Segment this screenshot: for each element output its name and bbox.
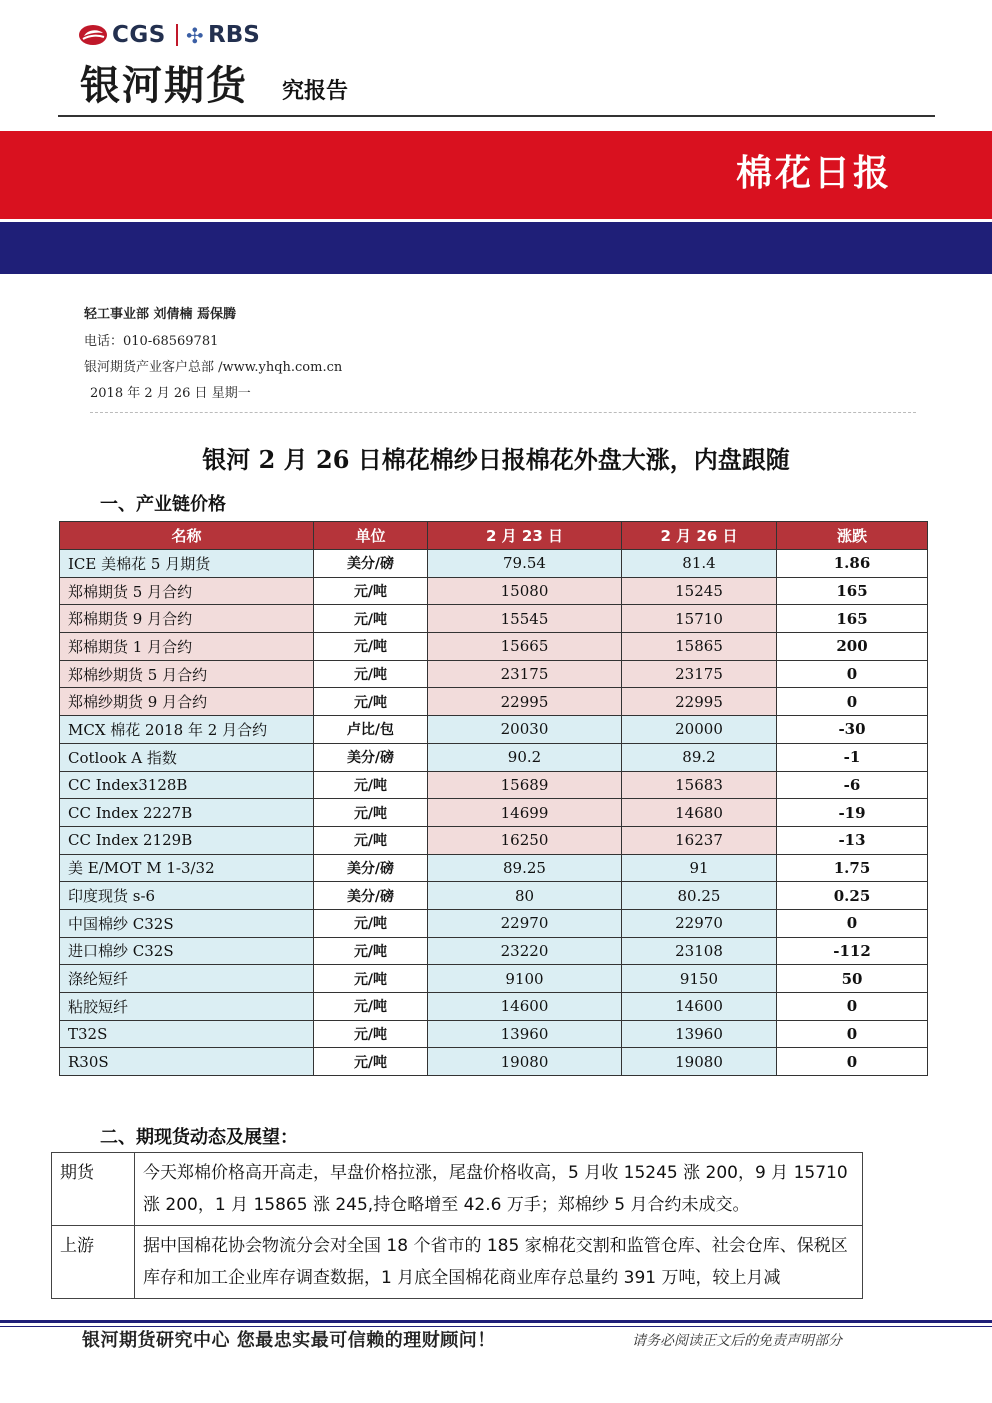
report-type: 究报告 <box>282 79 349 104</box>
cell-change: -19 <box>777 799 928 827</box>
table-row <box>60 799 928 827</box>
cell-name: CC Index 2227B <box>60 799 314 827</box>
table-row <box>60 993 928 1021</box>
cell-curr-value: 22995 <box>622 688 777 716</box>
cell-change: 0 <box>777 909 928 937</box>
outlook-table <box>51 1152 863 1299</box>
header-change: 涨跌 <box>777 522 928 550</box>
dashed-divider <box>90 412 916 413</box>
cell-name: 粘胶短纤 <box>60 993 314 1021</box>
cell-curr-value: 89.2 <box>622 743 777 771</box>
daily-title: 棉花日报 <box>735 153 892 194</box>
cell-prev-value: 16250 <box>428 826 622 854</box>
cell-curr-value: 14680 <box>622 799 777 827</box>
author-team: 轻工事业部 刘倩楠 焉保腾 <box>84 307 237 322</box>
header-divider <box>58 115 935 117</box>
cell-prev-value: 15545 <box>428 605 622 633</box>
outlook-row-upstream <box>52 1226 863 1299</box>
cell-curr-value: 19080 <box>622 1048 777 1076</box>
cell-name: 中国棉纱 C32S <box>60 909 314 937</box>
cell-curr-value: 15245 <box>622 577 777 605</box>
cell-curr-value: 20000 <box>622 716 777 744</box>
cell-curr-value: 15710 <box>622 605 777 633</box>
price-table-body <box>60 550 928 1076</box>
cell-curr-value: 91 <box>622 854 777 882</box>
cell-unit: 元/吨 <box>314 826 428 854</box>
cell-unit: 卢比/包 <box>314 716 428 744</box>
navy-banner <box>0 219 992 274</box>
cell-unit: 元/吨 <box>314 605 428 633</box>
cell-prev-value: 15665 <box>428 633 622 661</box>
cell-change: -30 <box>777 716 928 744</box>
cell-unit: 元/吨 <box>314 909 428 937</box>
cell-unit: 元/吨 <box>314 660 428 688</box>
logo-rbs-text: RBS <box>208 22 260 48</box>
author-website: 银河期货产业客户总部 /www.yhqh.com.cn <box>84 360 343 375</box>
cell-unit: 元/吨 <box>314 633 428 661</box>
outlook-row-futures <box>52 1153 863 1226</box>
table-row <box>60 577 928 605</box>
cell-name: 郑棉纱期货 5 月合约 <box>60 660 314 688</box>
cell-curr-value: 23108 <box>622 937 777 965</box>
cell-prev-value: 9100 <box>428 965 622 993</box>
logo-cgs-text: CGS <box>112 22 166 48</box>
outlook-category: 期货 <box>52 1153 135 1226</box>
cell-change: -13 <box>777 826 928 854</box>
cell-unit: 元/吨 <box>314 1048 428 1076</box>
table-row <box>60 771 928 799</box>
logo-separator <box>176 24 178 46</box>
cell-name: 郑棉期货 5 月合约 <box>60 577 314 605</box>
cell-prev-value: 89.25 <box>428 854 622 882</box>
cell-prev-value: 20030 <box>428 716 622 744</box>
main-title: 银河 2 月 26 日棉花棉纱日报棉花外盘大涨，内盘跟随 <box>202 445 790 474</box>
table-row <box>60 605 928 633</box>
cell-prev-value: 80 <box>428 882 622 910</box>
cell-change: -6 <box>777 771 928 799</box>
cell-change: -112 <box>777 937 928 965</box>
price-table <box>59 521 928 1076</box>
cell-curr-value: 15865 <box>622 633 777 661</box>
cell-curr-value: 16237 <box>622 826 777 854</box>
cell-curr-value: 9150 <box>622 965 777 993</box>
cell-curr-value: 15683 <box>622 771 777 799</box>
table-row <box>60 937 928 965</box>
table-row <box>60 826 928 854</box>
cell-unit: 元/吨 <box>314 577 428 605</box>
cell-unit: 元/吨 <box>314 799 428 827</box>
table-row <box>60 909 928 937</box>
cell-change: -1 <box>777 743 928 771</box>
cell-prev-value: 22995 <box>428 688 622 716</box>
cell-curr-value: 14600 <box>622 993 777 1021</box>
cell-unit: 美分/磅 <box>314 882 428 910</box>
table-row <box>60 1048 928 1076</box>
table-row <box>60 660 928 688</box>
section-1-heading: 一、产业链价格 <box>100 494 226 515</box>
table-row <box>60 882 928 910</box>
cell-name: 进口棉纱 C32S <box>60 937 314 965</box>
section-2-heading: 二、期现货动态及展望： <box>100 1127 298 1148</box>
cell-name: R30S <box>60 1048 314 1076</box>
footer-disclaimer: 请务必阅读正文后的免责声明部分 <box>632 1333 842 1349</box>
cell-curr-value: 80.25 <box>622 882 777 910</box>
cell-prev-value: 15080 <box>428 577 622 605</box>
cell-change: 0.25 <box>777 882 928 910</box>
cell-prev-value: 23175 <box>428 660 622 688</box>
header-name: 名称 <box>60 522 314 550</box>
cell-prev-value: 23220 <box>428 937 622 965</box>
cell-curr-value: 22970 <box>622 909 777 937</box>
table-row <box>60 854 928 882</box>
cell-change: 0 <box>777 660 928 688</box>
cell-unit: 美分/磅 <box>314 743 428 771</box>
rbs-logo-icon: ✣ <box>186 24 204 48</box>
cell-prev-value: 22970 <box>428 909 622 937</box>
header-curr-date: 2 月 26 日 <box>622 522 777 550</box>
cell-change: 165 <box>777 605 928 633</box>
cell-prev-value: 14699 <box>428 799 622 827</box>
author-phone: 电话：010-68569781 <box>84 334 219 349</box>
cell-name: 涤纶短纤 <box>60 965 314 993</box>
cell-name: T32S <box>60 1020 314 1048</box>
footer-divider <box>0 1320 992 1323</box>
cell-name: Cotlook A 指数 <box>60 743 314 771</box>
table-row <box>60 965 928 993</box>
cgs-logo-icon <box>78 24 108 46</box>
cell-unit: 元/吨 <box>314 771 428 799</box>
cell-curr-value: 23175 <box>622 660 777 688</box>
cell-change: 1.86 <box>777 550 928 578</box>
cell-prev-value: 79.54 <box>428 550 622 578</box>
table-row <box>60 743 928 771</box>
cell-prev-value: 15689 <box>428 771 622 799</box>
outlook-text: 今天郑棉价格高开高走，早盘价格拉涨，尾盘价格收高，5 月收 15245 涨 200，9 月 15710 涨 200，1 月 15865 涨 245,持仓略增至 42.6 万手；郑棉纱 5 月合约未成交。 <box>135 1153 863 1226</box>
cell-name: CC Index3128B <box>60 771 314 799</box>
footer-slogan: 银河期货研究中心 您最忠实最可信赖的理财顾问！ <box>82 1330 496 1351</box>
cell-curr-value: 81.4 <box>622 550 777 578</box>
header-unit: 单位 <box>314 522 428 550</box>
table-row <box>60 688 928 716</box>
cell-name: 郑棉纱期货 9 月合约 <box>60 688 314 716</box>
cell-change: 0 <box>777 1020 928 1048</box>
cell-change: 0 <box>777 1048 928 1076</box>
cell-unit: 元/吨 <box>314 1020 428 1048</box>
table-row <box>60 716 928 744</box>
cell-name: 郑棉期货 9 月合约 <box>60 605 314 633</box>
cell-change: 50 <box>777 965 928 993</box>
cell-prev-value: 13960 <box>428 1020 622 1048</box>
cell-change: 0 <box>777 993 928 1021</box>
cell-change: 165 <box>777 577 928 605</box>
cell-prev-value: 14600 <box>428 993 622 1021</box>
cell-name: CC Index 2129B <box>60 826 314 854</box>
header-prev-date: 2 月 23 日 <box>428 522 622 550</box>
cell-name: ICE 美棉花 5 月期货 <box>60 550 314 578</box>
outlook-category: 上游 <box>52 1226 135 1299</box>
cell-change: 0 <box>777 688 928 716</box>
cell-unit: 元/吨 <box>314 688 428 716</box>
cell-unit: 元/吨 <box>314 965 428 993</box>
table-row <box>60 1020 928 1048</box>
cell-name: 印度现货 s-6 <box>60 882 314 910</box>
table-row <box>60 550 928 578</box>
cell-curr-value: 13960 <box>622 1020 777 1048</box>
cell-name: MCX 棉花 2018 年 2 月合约 <box>60 716 314 744</box>
cell-unit: 元/吨 <box>314 937 428 965</box>
outlook-text: 据中国棉花协会物流分会对全国 18 个省市的 185 家棉花交割和监管仓库、社会仓库、保税区库存和加工企业库存调查数据，1 月底全国棉花商业库存总量约 391 万吨，较上月减 <box>135 1226 863 1299</box>
report-date: 2018 年 2 月 26 日 星期一 <box>90 386 251 401</box>
cell-change: 200 <box>777 633 928 661</box>
cell-prev-value: 90.2 <box>428 743 622 771</box>
table-header-row <box>60 522 928 550</box>
cell-change: 1.75 <box>777 854 928 882</box>
cell-name: 美 E/MOT M 1-3/32 <box>60 854 314 882</box>
cell-prev-value: 19080 <box>428 1048 622 1076</box>
brand-name: 银河期货 <box>80 63 248 109</box>
cell-unit: 美分/磅 <box>314 854 428 882</box>
table-row <box>60 633 928 661</box>
cell-name: 郑棉期货 1 月合约 <box>60 633 314 661</box>
cell-unit: 元/吨 <box>314 993 428 1021</box>
cell-unit: 美分/磅 <box>314 550 428 578</box>
